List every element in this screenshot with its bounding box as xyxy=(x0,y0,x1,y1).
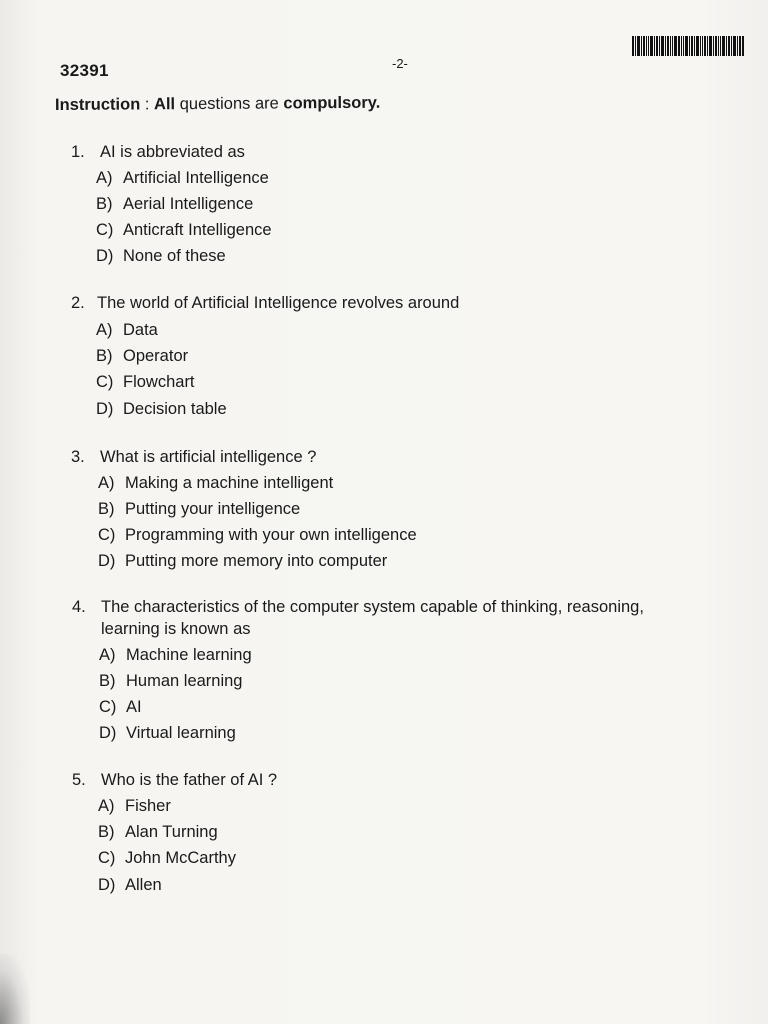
question-number: 3. xyxy=(71,448,85,466)
instruction-label: Instruction xyxy=(54,95,141,114)
option-a xyxy=(98,474,333,493)
option-letter: C) xyxy=(99,698,117,716)
page-number: -2- xyxy=(392,56,408,71)
question-number: 1. xyxy=(71,143,85,161)
option-b xyxy=(99,672,242,691)
option-c xyxy=(98,849,236,868)
option-text: Virtual learning xyxy=(126,724,236,742)
option-letter: A) xyxy=(98,797,115,815)
option-b xyxy=(96,195,253,214)
option-text: Programming with your own intelligence xyxy=(125,526,417,544)
option-d xyxy=(96,247,226,266)
option-letter: D) xyxy=(99,724,117,742)
option-text: Flowchart xyxy=(123,373,195,391)
option-letter: B) xyxy=(98,823,115,841)
option-letter: B) xyxy=(98,500,115,518)
option-a xyxy=(98,797,171,816)
option-text: Artificial Intelligence xyxy=(123,169,269,187)
option-text: Operator xyxy=(123,347,189,365)
option-text: Putting your intelligence xyxy=(125,500,301,518)
option-d xyxy=(96,400,227,419)
option-text: Data xyxy=(123,321,158,339)
question-stem: Who is the father of AI ? xyxy=(101,771,278,789)
option-text: None of these xyxy=(123,247,226,265)
instruction-compulsory: compulsory. xyxy=(283,93,381,113)
instruction-all: All xyxy=(153,95,176,114)
option-text: Making a machine intelligent xyxy=(125,474,334,492)
option-text: Decision table xyxy=(123,400,227,418)
option-a xyxy=(99,646,252,665)
option-c xyxy=(96,221,272,240)
option-letter: C) xyxy=(98,526,116,544)
option-text: Human learning xyxy=(126,672,243,690)
option-b xyxy=(96,347,188,366)
option-letter: B) xyxy=(96,195,113,213)
option-text: Aerial Intelligence xyxy=(123,195,254,213)
option-d xyxy=(98,552,387,571)
instruction-separator: : xyxy=(144,95,150,114)
option-letter: A) xyxy=(98,474,115,492)
option-text: AI xyxy=(126,698,142,716)
option-a xyxy=(96,169,269,188)
option-letter: C) xyxy=(98,849,116,867)
option-text: Putting more memory into computer xyxy=(125,552,388,570)
option-letter: C) xyxy=(96,221,114,239)
option-text: Alan Turning xyxy=(125,823,218,841)
option-letter: A) xyxy=(99,646,116,664)
question-number: 5. xyxy=(72,771,86,789)
option-letter: B) xyxy=(99,672,116,690)
option-text: Allen xyxy=(125,876,162,894)
option-b xyxy=(98,823,218,842)
option-letter: D) xyxy=(98,552,116,570)
instruction-text: questions are xyxy=(179,94,279,114)
option-letter: D) xyxy=(96,247,114,265)
option-letter: D) xyxy=(96,400,114,418)
question-stem: The characteristics of the computer system capable of thinking, reasoning, xyxy=(101,598,644,616)
question-number: 4. xyxy=(72,598,86,616)
barcode-icon xyxy=(632,36,744,56)
question-stem: The world of Artificial Intelligence revolves around xyxy=(97,294,460,312)
question-stem: What is artificial intelligence ? xyxy=(100,448,317,466)
instruction-line xyxy=(55,94,380,115)
option-c xyxy=(96,373,195,392)
option-letter: C) xyxy=(96,373,114,391)
option-letter: A) xyxy=(96,321,113,339)
option-letter: A) xyxy=(96,169,113,187)
option-a xyxy=(96,321,158,340)
option-text: Machine learning xyxy=(126,646,252,664)
page-shadow xyxy=(0,954,30,1024)
option-letter: D) xyxy=(98,876,116,894)
paper-code: 32391 xyxy=(60,61,109,80)
option-c xyxy=(98,526,417,545)
option-d xyxy=(98,876,162,895)
option-text: John McCarthy xyxy=(125,849,236,867)
option-letter: B) xyxy=(96,347,113,365)
question-stem: AI is abbreviated as xyxy=(100,143,245,161)
option-b xyxy=(98,500,300,519)
option-c xyxy=(99,698,142,717)
question-stem-line2: learning is known as xyxy=(101,620,251,638)
option-text: Anticraft Intelligence xyxy=(123,221,272,239)
question-number: 2. xyxy=(71,294,85,312)
option-d xyxy=(99,724,236,743)
option-text: Fisher xyxy=(125,797,171,815)
